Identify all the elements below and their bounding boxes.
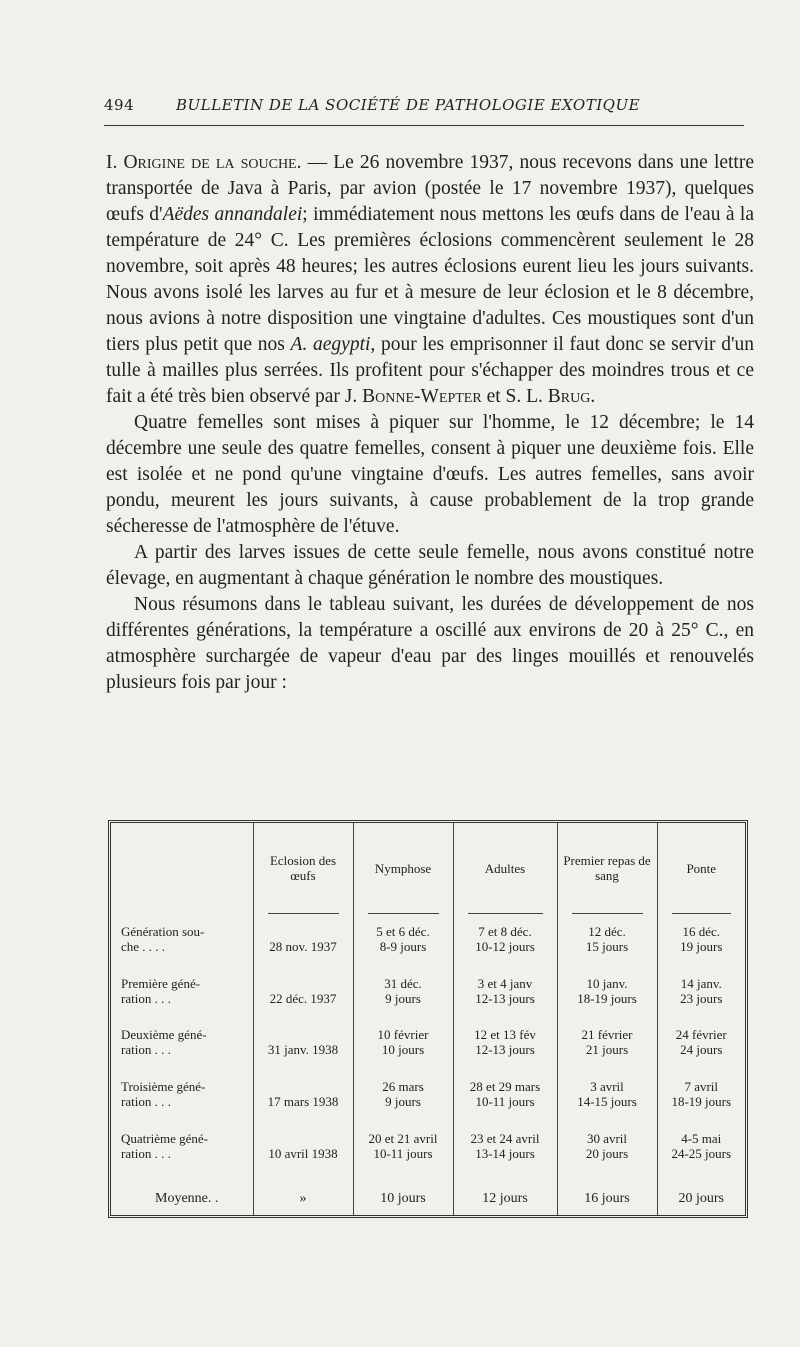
cell-nymphose: 10 jours (353, 1183, 453, 1215)
table-row (111, 1027, 745, 1079)
cell-eclosion: » (253, 1183, 353, 1215)
development-table-frame (108, 820, 748, 1218)
cell-ponte: 20 jours (678, 1191, 724, 1207)
paragraph-resume: Nous résumons dans le tableau suivant, les durées de développement de nos différentes générations, la température a oscillé aux environs de 20 à 25° C., en atmosphère surchargée de vapeur d'eau par des linges mouillés et renouvelés plusieurs fois par jour : (106, 594, 754, 693)
section-heading: I. Origine de la souche. (106, 152, 302, 173)
cell-repas: 30 avril 20 jours (557, 1131, 657, 1183)
cell-nymphose: 5 et 6 déc. 8-9 jours (353, 924, 453, 976)
cell-ponte: 24 février 24 jours (675, 1027, 727, 1058)
row-label: Première géné- ration . . . (111, 976, 253, 1028)
cell-adultes: 7 et 8 déc. 10-12 jours (453, 924, 557, 976)
author-name-2: Brug (547, 386, 591, 407)
table-header-row (111, 823, 745, 913)
cell-nymphose: 20 et 21 avril 10-11 jours (353, 1131, 453, 1183)
column-header-adultes: Adultes (453, 823, 557, 913)
species-name: Aëdes annandalei (162, 204, 303, 225)
cell-eclosion: 10 avril 1938 (253, 1131, 353, 1183)
cell-adultes: 3 et 4 janv 12-13 jours (453, 976, 557, 1028)
cell-adultes: 12 et 13 fév 12-13 jours (453, 1027, 557, 1079)
species-name-2: A. aegypti (290, 334, 371, 355)
paragraph-elevage: A partir des larves issues de cette seule femelle, nous avons constitué notre élevage, en augmentant à chaque génération le nombre des moustiques. (106, 542, 754, 589)
cell-eclosion: 31 janv. 1938 (253, 1027, 353, 1079)
cell-nymphose: 31 déc. 9 jours (353, 976, 453, 1028)
cell-ponte: 7 avril 18-19 jours (671, 1079, 732, 1110)
table-row (111, 1131, 745, 1183)
cell-ponte: 16 déc. 19 jours (680, 923, 723, 954)
table-row-moyenne (111, 1183, 745, 1215)
table-row (111, 976, 745, 1028)
cell-nymphose: 26 mars 9 jours (353, 1079, 453, 1131)
header-underline-row (111, 913, 745, 924)
cell-ponte: 4-5 mai 24-25 jours (671, 1130, 732, 1161)
running-title: BULLETIN DE LA SOCIÉTÉ DE PATHOLOGIE EXOTIQUE (176, 96, 641, 114)
row-label: Génération sou- che . . . . (111, 924, 253, 976)
cell-nymphose: 10 février 10 jours (353, 1027, 453, 1079)
cell-adultes: 12 jours (453, 1183, 557, 1215)
author-name: Bonne-Wepter (362, 386, 482, 407)
cell-repas: 10 janv. 18-19 jours (557, 976, 657, 1028)
row-label-moyenne: Moyenne. . (111, 1183, 253, 1215)
row-label: Troisième géné- ration . . . (111, 1079, 253, 1131)
page-number: 494 (104, 96, 135, 114)
column-header-label (111, 823, 253, 913)
column-header-eclosion: Eclosion des œufs (253, 823, 353, 913)
article-body (106, 150, 754, 696)
column-header-nymphose: Nymphose (353, 823, 453, 913)
cell-eclosion: 28 nov. 1937 (253, 924, 353, 976)
cell-ponte: 14 janv. 23 jours (680, 975, 723, 1006)
cell-adultes: 28 et 29 mars 10-11 jours (453, 1079, 557, 1131)
column-header-ponte: Ponte (686, 860, 717, 876)
cell-adultes: 23 et 24 avril 13-14 jours (453, 1131, 557, 1183)
row-label: Deuxième géné- ration . . . (111, 1027, 253, 1079)
paragraph-femelles: Quatre femelles sont mises à piquer sur l'homme, le 12 décembre; le 14 décembre une seule des quatre femelles, consent à piquer une deuxième fois. Elle est isolée et ne pond qu'une vingtaine d'œufs. Les autres femelles, sans avoir pondu, meurent les jours suivants, à cause probablement de la trop grande sécheresse de l'atmosphère de l'étuve. (106, 412, 754, 537)
cell-repas: 3 avril 14-15 jours (557, 1079, 657, 1131)
cell-eclosion: 22 déc. 1937 (253, 976, 353, 1028)
paragraph-origine: I. Origine de la souche. — Le 26 novembre 1937, nous recevons dans une lettre transportée de Java à Paris, par avion (postée le 17 novembre 1937), quelques œufs d'Aëdes annandalei; immédiatement nous mettons les œufs dans de l'eau à la température de 24° C. Les premières éclosions commencèrent seulement le 28 novembre, soit après 48 heures; les autres éclosions eurent lieu les jours suivants. Nous avons isolé les larves au fur et à mesure de leur éclosion et le 8 décembre, nous avions à notre disposition une vingtaine d'adultes. Ces moustiques sont d'un tiers plus petit que nos A. aegypti, pour les emprisonner il faut donc se servir d'un tulle à mailles plus serrées. Ils profitent pour s'échapper des moindres trous et ce fait a été très bien observé par J. Bonne-Wepter et S. L. Brug. (106, 152, 755, 407)
table-row (111, 924, 745, 976)
cell-repas: 16 jours (557, 1183, 657, 1215)
cell-eclosion: 17 mars 1938 (253, 1079, 353, 1131)
column-header-repas: Premier repas de sang (557, 823, 657, 913)
table-row (111, 1079, 745, 1131)
development-table (111, 823, 745, 1215)
cell-repas: 12 déc. 15 jours (557, 924, 657, 976)
cell-repas: 21 février 21 jours (557, 1027, 657, 1079)
header-rule (104, 125, 744, 126)
row-label: Quatrième géné- ration . . . (111, 1131, 253, 1183)
